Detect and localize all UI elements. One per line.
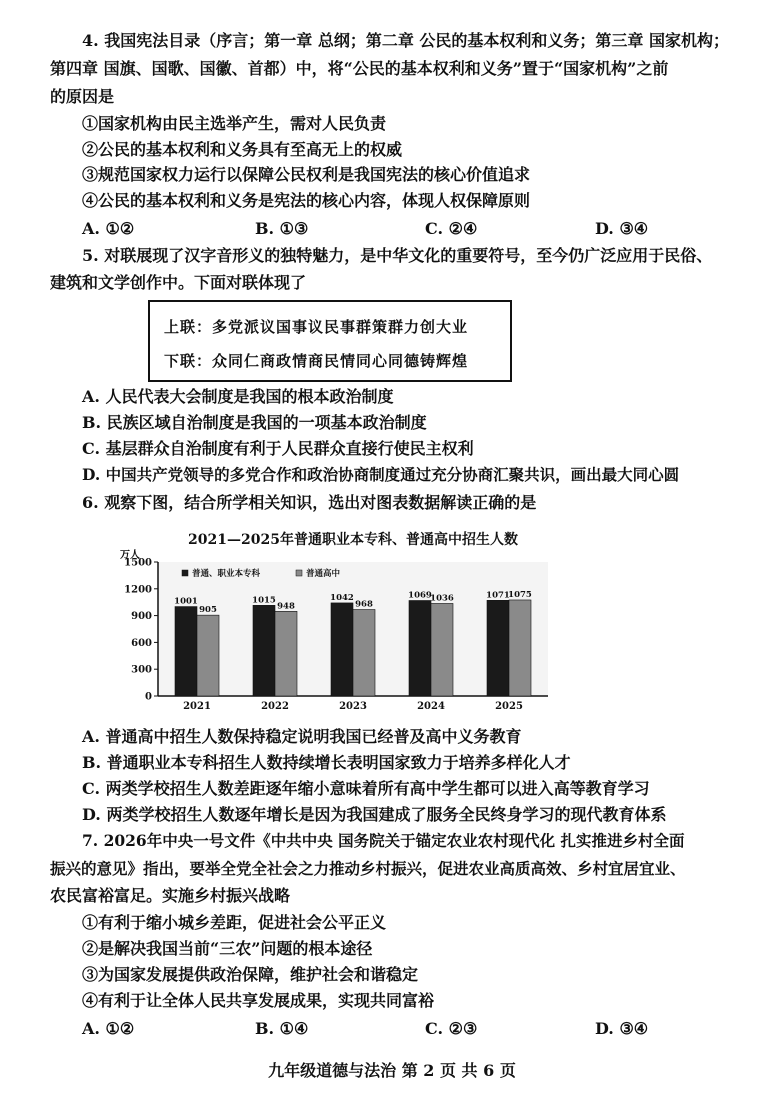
bar-highschool-2022 xyxy=(275,611,297,696)
q6-option-b[interactable]: B. 普通职业本专科招生人数持续增长表明国家致力于培养多样化人才 xyxy=(82,753,571,772)
bar-value-label: 1042 xyxy=(330,592,354,603)
bar-highschool-2023 xyxy=(353,610,375,696)
couplet-lower: 下联：众同仁商政情商民情同心同德铸辉煌 xyxy=(164,352,469,370)
q5-option-c[interactable]: C. 基层群众自治制度有利于人民群众直接行使民主权利 xyxy=(82,439,474,458)
q4-stem-line-3: 的原因是 xyxy=(50,87,115,106)
bar-value-label: 1075 xyxy=(508,589,532,600)
x-tick-label: 2022 xyxy=(261,701,289,712)
q7-statement-3: ③为国家发展提供政治保障，维护社会和谐稳定 xyxy=(82,965,419,984)
q4-option-c[interactable]: C. ②④ xyxy=(425,219,478,238)
legend-label: 普通、职业本专科 xyxy=(192,569,261,579)
bar-value-label: 968 xyxy=(355,599,373,610)
enrollment-chart xyxy=(118,524,558,720)
y-axis xyxy=(124,558,158,703)
q5-option-d[interactable]: D. 中国共产党领导的多党合作和政治协商制度通过充分协商汇聚共识，画出最大同心圆 xyxy=(82,465,680,484)
q7-option-b[interactable]: B. ①④ xyxy=(255,1019,309,1038)
couplet-box xyxy=(148,300,512,382)
y-tick-label: 300 xyxy=(131,664,152,676)
bar-value-label: 948 xyxy=(277,601,295,612)
chart-title: 2021—2025年普通职业本专科、普通高中招生人数 xyxy=(188,532,518,548)
q7-statement-4: ④有利于让全体人民共享发展成果，实现共同富裕 xyxy=(82,991,435,1010)
q7-option-d[interactable]: D. ③④ xyxy=(595,1019,649,1038)
page-footer: 九年级道德与法治 第 2 页 共 6 页 xyxy=(268,1061,516,1080)
legend-swatch xyxy=(296,570,302,576)
y-tick-label: 1500 xyxy=(124,557,152,569)
bar-vocational-2022 xyxy=(253,605,275,696)
bar-highschool-2021 xyxy=(197,615,219,696)
legend-label: 普通高中 xyxy=(306,569,341,579)
q4-stem-line-2: 第四章 国旗、国歌、国徽、首都）中，将“公民的基本权利和义务”置于“国家机构”之前 xyxy=(50,59,669,78)
q4-statement-1: ①国家机构由民主选举产生，需对人民负责 xyxy=(82,114,387,133)
bar-vocational-2021 xyxy=(175,607,197,696)
q5-option-b[interactable]: B. 民族区域自治制度是我国的一项基本政治制度 xyxy=(82,413,427,432)
q4-option-d[interactable]: D. ③④ xyxy=(595,219,649,238)
legend-swatch xyxy=(182,570,188,576)
q7-stem-line-1: 7. 2026年中央一号文件《中共中央 国务院关于锚定农业农村现代化 扎实推进乡村全面 xyxy=(82,831,685,850)
y-tick-label: 900 xyxy=(131,611,152,623)
q4-option-a[interactable]: A. ①② xyxy=(82,219,135,238)
q6-option-d[interactable]: D. 两类学校招生人数逐年增长是因为我国建成了服务全民终身学习的现代教育体系 xyxy=(82,805,667,824)
q6-option-a[interactable]: A. 普通高中招生人数保持稳定说明我国已经普及高中义务教育 xyxy=(82,727,522,746)
chart-ylabel: 万人 xyxy=(120,550,140,561)
y-tick-label: 0 xyxy=(145,691,152,703)
q7-option-c[interactable]: C. ②③ xyxy=(425,1019,478,1038)
x-tick-label: 2021 xyxy=(183,701,211,712)
q4-statement-2: ②公民的基本权利和义务具有至高无上的权威 xyxy=(82,140,403,159)
x-tick-label: 2024 xyxy=(417,701,445,712)
bar-highschool-2025 xyxy=(509,600,531,696)
bar-vocational-2025 xyxy=(487,600,509,696)
bar-value-label: 905 xyxy=(199,605,217,616)
x-tick-label: 2025 xyxy=(495,701,523,712)
bar-vocational-2023 xyxy=(331,603,353,696)
bar-vocational-2024 xyxy=(409,601,431,696)
q7-stem-line-2: 振兴的意见》指出，要举全党全社会之力推动乡村振兴，促进农业高质高效、乡村宜居宜业、 xyxy=(50,859,686,878)
q7-option-a[interactable]: A. ①② xyxy=(82,1019,135,1038)
bar-value-label: 1071 xyxy=(486,590,510,601)
bar-value-label: 1036 xyxy=(430,593,454,604)
q5-option-a[interactable]: A. 人民代表大会制度是我国的根本政治制度 xyxy=(82,387,394,406)
q5-stem-line-1: 5. 对联展现了汉字音形义的独特魅力，是中华文化的重要符号，至今仍广泛应用于民俗、 xyxy=(82,246,713,265)
couplet-upper: 上联：多党派议国事议民事群策群力创大业 xyxy=(164,318,469,336)
bar-value-label: 1015 xyxy=(252,595,276,606)
x-tick-label: 2023 xyxy=(339,701,367,712)
bar-highschool-2024 xyxy=(431,603,453,696)
q6-stem: 6. 观察下图，结合所学相关知识，选出对图表数据解读正确的是 xyxy=(82,493,537,512)
q7-statement-2: ②是解决我国当前“三农”问题的根本途径 xyxy=(82,939,373,958)
x-axis xyxy=(158,696,548,712)
y-tick-label: 600 xyxy=(131,637,152,649)
y-tick-label: 1200 xyxy=(124,584,152,596)
q6-option-c[interactable]: C. 两类学校招生人数差距逐年缩小意味着所有高中学生都可以进入高等教育学习 xyxy=(82,779,650,798)
q4-statement-4: ④公民的基本权利和义务是宪法的核心内容，体现人权保障原则 xyxy=(82,191,531,210)
bar-value-label: 1069 xyxy=(408,590,432,601)
q4-statement-3: ③规范国家权力运行以保障公民权利是我国宪法的核心价值追求 xyxy=(82,165,531,184)
chart-svg xyxy=(118,524,558,720)
q5-stem-line-2: 建筑和文学创作中。下面对联体现了 xyxy=(50,273,307,292)
q4-option-b[interactable]: B. ①③ xyxy=(255,219,309,238)
bar-value-label: 1001 xyxy=(174,596,198,607)
q4-stem-line-1: 4. 我国宪法目录（序言；第一章 总纲；第二章 公民的基本权利和义务；第三章 国家机构； xyxy=(82,31,729,50)
q7-statement-1: ①有利于缩小城乡差距，促进社会公平正义 xyxy=(82,913,387,932)
q7-stem-line-3: 农民富裕富足。实施乡村振兴战略 xyxy=(50,886,291,905)
